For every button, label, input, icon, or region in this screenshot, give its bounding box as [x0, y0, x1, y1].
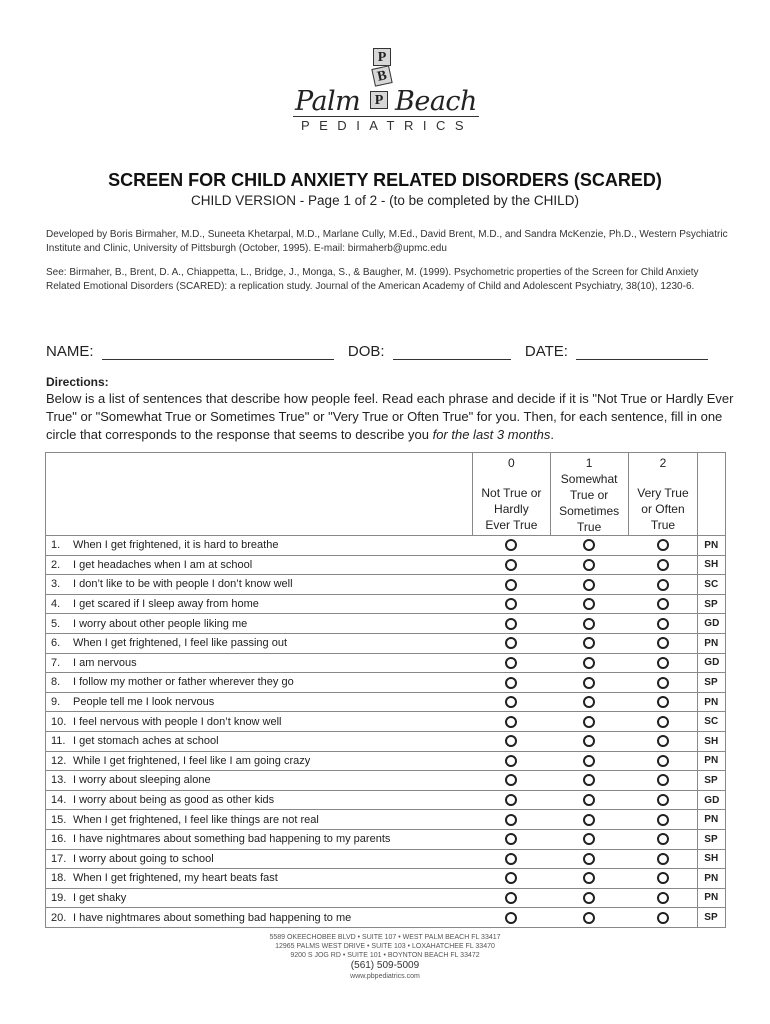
- column-label-line: or Often: [641, 502, 685, 516]
- question-row: [46, 849, 726, 869]
- response-circle-icon[interactable]: [583, 677, 595, 689]
- response-circle-icon[interactable]: [505, 637, 517, 649]
- response-cell-1: [550, 771, 628, 791]
- response-circle-icon[interactable]: [583, 539, 595, 551]
- scale-code: PN: [698, 536, 726, 556]
- response-cell-1: [550, 751, 628, 771]
- response-cell-1: [550, 810, 628, 830]
- question-number: 9.: [51, 696, 61, 709]
- scale-code: PN: [698, 888, 726, 908]
- response-cell-1: [550, 712, 628, 732]
- response-cell-0: [473, 810, 551, 830]
- response-circle-icon[interactable]: [657, 912, 669, 924]
- scale-code: PN: [698, 633, 726, 653]
- question-row: [46, 555, 726, 575]
- directions-end: .: [550, 427, 554, 442]
- question-text-cell: [46, 790, 473, 810]
- document-title: SCREEN FOR CHILD ANXIETY RELATED DISORDERS (SCARED): [108, 170, 662, 190]
- response-cell-1: [550, 869, 628, 889]
- response-circle-icon[interactable]: [657, 794, 669, 806]
- column-label-line: Hardly: [494, 502, 529, 516]
- response-cell-1: [550, 555, 628, 575]
- logo-word-right: Beach: [395, 86, 477, 117]
- question-number: 15.: [51, 813, 67, 826]
- question-text: While I get frightened, I feel like I am going crazy: [73, 754, 311, 767]
- question-text-cell: [46, 888, 473, 908]
- column-header-2: [628, 453, 698, 536]
- response-cell-2: [628, 751, 698, 771]
- question-row: [46, 869, 726, 889]
- question-number: 16.: [51, 833, 67, 846]
- response-circle-icon[interactable]: [505, 657, 517, 669]
- response-cell-0: [473, 829, 551, 849]
- response-cell-2: [628, 653, 698, 673]
- question-row: [46, 771, 726, 791]
- response-circle-icon[interactable]: [505, 814, 517, 826]
- response-cell-2: [628, 555, 698, 575]
- footer-website[interactable]: www.pbpediatrics.com: [350, 973, 420, 980]
- question-text: I get headaches when I am at school: [73, 558, 253, 571]
- question-text-cell: [46, 673, 473, 693]
- scale-code: PN: [698, 751, 726, 771]
- response-cell-1: [550, 908, 628, 928]
- question-text: When I get frightened, I feel like things are not real: [73, 813, 319, 826]
- response-cell-0: [473, 869, 551, 889]
- response-circle-icon[interactable]: [505, 539, 517, 551]
- response-cell-0: [473, 731, 551, 751]
- response-circle-icon[interactable]: [657, 598, 669, 610]
- column-label-line: Sometimes: [559, 504, 620, 518]
- question-text: I get scared if I sleep away from home: [73, 598, 259, 611]
- question-number: 17.: [51, 852, 67, 865]
- question-row: [46, 888, 726, 908]
- scale-code: GD: [698, 653, 726, 673]
- question-text-cell: [46, 849, 473, 869]
- question-text-cell: [46, 536, 473, 556]
- response-circle-icon[interactable]: [583, 872, 595, 884]
- column-label-line: True or: [570, 488, 609, 502]
- document-subtitle: CHILD VERSION - Page 1 of 2 - (to be completed by the CHILD): [191, 193, 579, 208]
- response-cell-2: [628, 790, 698, 810]
- response-circle-icon[interactable]: [583, 657, 595, 669]
- response-circle-icon[interactable]: [657, 559, 669, 571]
- scale-code: PN: [698, 692, 726, 712]
- question-text: I worry about going to school: [73, 852, 214, 865]
- response-circle-icon[interactable]: [583, 735, 595, 747]
- question-row: [46, 908, 726, 928]
- scale-code: SP: [698, 771, 726, 791]
- response-cell-1: [550, 849, 628, 869]
- response-cell-0: [473, 555, 551, 575]
- header-blank-cell: [46, 453, 473, 536]
- column-header-0: [473, 453, 551, 536]
- response-circle-icon[interactable]: [657, 716, 669, 728]
- question-text: I have nightmares about something bad happening to me: [73, 911, 352, 924]
- response-circle-icon[interactable]: [657, 677, 669, 689]
- question-number: 18.: [51, 872, 67, 885]
- question-text: I get stomach aches at school: [73, 735, 219, 748]
- response-circle-icon[interactable]: [505, 755, 517, 767]
- question-row: [46, 712, 726, 732]
- response-circle-icon[interactable]: [505, 618, 517, 630]
- question-text-cell: [46, 692, 473, 712]
- response-circle-icon[interactable]: [657, 872, 669, 884]
- question-text-cell: [46, 712, 473, 732]
- response-cell-1: [550, 653, 628, 673]
- question-number: 14.: [51, 794, 67, 807]
- practice-logo: [285, 44, 485, 136]
- question-text: When I get frightened, my heart beats fast: [73, 872, 278, 885]
- response-cell-1: [550, 888, 628, 908]
- response-cell-1: [550, 673, 628, 693]
- response-circle-icon[interactable]: [657, 755, 669, 767]
- identification-fields: [46, 343, 708, 360]
- directions-heading: Directions:: [46, 375, 109, 389]
- response-cell-0: [473, 712, 551, 732]
- response-cell-0: [473, 849, 551, 869]
- question-number: 1.: [51, 539, 61, 552]
- scale-code: SP: [698, 594, 726, 614]
- response-cell-1: [550, 692, 628, 712]
- question-number: 2.: [51, 558, 61, 571]
- response-circle-icon[interactable]: [583, 618, 595, 630]
- question-text-cell: [46, 731, 473, 751]
- question-row: [46, 653, 726, 673]
- response-cell-0: [473, 614, 551, 634]
- question-number: 13.: [51, 774, 67, 787]
- question-row: [46, 536, 726, 556]
- response-circle-icon[interactable]: [505, 912, 517, 924]
- response-circle-icon[interactable]: [583, 755, 595, 767]
- dob-label: DOB:: [347, 343, 385, 360]
- question-text: I worry about being as good as other kids: [73, 794, 275, 807]
- response-circle-icon[interactable]: [505, 872, 517, 884]
- response-circle-icon[interactable]: [657, 696, 669, 708]
- response-cell-2: [628, 849, 698, 869]
- response-circle-icon[interactable]: [583, 774, 595, 786]
- header-code-cell: [698, 453, 726, 536]
- footer-address-3: 9200 S JOG RD • SUITE 101 • BOYNTON BEACH FL 33472: [290, 952, 480, 959]
- footer-phone: (561) 509-5009: [350, 960, 420, 971]
- response-circle-icon[interactable]: [583, 853, 595, 865]
- footer-address-2: 12965 PALMS WEST DRIVE • SUITE 103 • LOXAHATCHEE FL 33470: [275, 943, 495, 950]
- response-cell-2: [628, 829, 698, 849]
- dob-field[interactable]: [393, 345, 511, 360]
- scale-code: PN: [698, 810, 726, 830]
- directions-text: [46, 390, 736, 444]
- question-row: [46, 790, 726, 810]
- response-cell-2: [628, 869, 698, 889]
- response-circle-icon[interactable]: [657, 814, 669, 826]
- response-cell-1: [550, 614, 628, 634]
- logo-letter-box: P: [373, 48, 391, 66]
- response-cell-0: [473, 692, 551, 712]
- column-label-line: True: [650, 518, 676, 532]
- directions-italic: for the last 3 months: [432, 427, 551, 442]
- response-cell-1: [550, 633, 628, 653]
- question-number: 8.: [51, 676, 61, 689]
- response-cell-2: [628, 575, 698, 595]
- response-cell-0: [473, 653, 551, 673]
- response-circle-icon[interactable]: [505, 892, 517, 904]
- response-cell-1: [550, 731, 628, 751]
- question-text-cell: [46, 633, 473, 653]
- question-text-cell: [46, 869, 473, 889]
- scale-code: GD: [698, 790, 726, 810]
- response-circle-icon[interactable]: [505, 794, 517, 806]
- response-cell-0: [473, 908, 551, 928]
- response-circle-icon[interactable]: [505, 598, 517, 610]
- response-circle-icon[interactable]: [505, 559, 517, 571]
- response-circle-icon[interactable]: [657, 833, 669, 845]
- logo-subtitle: PEDIATRICS: [300, 118, 474, 133]
- scale-code: SC: [698, 712, 726, 732]
- question-number: 3.: [51, 578, 61, 591]
- question-row: [46, 673, 726, 693]
- footer-address-1: 5589 OKEECHOBEE BLVD • SUITE 107 • WEST PALM BEACH FL 33417: [269, 934, 501, 941]
- logo-divider: [293, 116, 479, 117]
- question-text-cell: [46, 829, 473, 849]
- response-circle-icon[interactable]: [583, 912, 595, 924]
- response-cell-2: [628, 594, 698, 614]
- response-circle-icon[interactable]: [583, 637, 595, 649]
- question-text-cell: [46, 908, 473, 928]
- question-text-cell: [46, 653, 473, 673]
- question-row: [46, 633, 726, 653]
- response-circle-icon[interactable]: [657, 774, 669, 786]
- question-text: I feel nervous with people I don’t know well: [73, 715, 282, 728]
- logo-letter-box: P: [370, 91, 388, 109]
- question-text: I follow my mother or father wherever they go: [73, 676, 294, 689]
- response-circle-icon[interactable]: [583, 814, 595, 826]
- scale-code: GD: [698, 614, 726, 634]
- response-cell-2: [628, 673, 698, 693]
- response-cell-2: [628, 633, 698, 653]
- response-circle-icon[interactable]: [657, 637, 669, 649]
- response-circle-icon[interactable]: [583, 598, 595, 610]
- response-circle-icon[interactable]: [657, 539, 669, 551]
- question-row: [46, 594, 726, 614]
- column-label-line: Very True: [637, 486, 689, 500]
- response-cell-1: [550, 594, 628, 614]
- question-text-cell: [46, 555, 473, 575]
- response-cell-2: [628, 712, 698, 732]
- question-text-cell: [46, 771, 473, 791]
- developed-by-text: Developed by Boris Birmaher, M.D., Suneeta Khetarpal, M.D., Marlane Cully, M.Ed., David Brent, M.D., and Sandra McKenzie, Ph.D., Western Psychiatric Institute and Clinic, University of Pittsburgh (October, 1995). E-mail: birmaherb@upmc.edu: [46, 229, 728, 254]
- response-circle-icon[interactable]: [657, 618, 669, 630]
- logo-letter-box: B: [371, 65, 392, 86]
- question-number: 4.: [51, 598, 61, 611]
- question-row: [46, 614, 726, 634]
- directions-main: Below is a list of sentences that describe how people feel. Read each phrase and decide if it is "Not True or Hardly Ever True" or "Somewhat True or Sometimes True" or "Very True or Often True" for you. Then, for each sentence, fill in one circle that corresponds to the response that seems to describe you: [46, 391, 734, 442]
- column-score: 0: [508, 456, 515, 470]
- response-circle-icon[interactable]: [583, 579, 595, 591]
- column-score: 1: [585, 456, 593, 470]
- question-text: I get shaky: [73, 891, 127, 904]
- response-circle-icon[interactable]: [583, 696, 595, 708]
- response-circle-icon[interactable]: [657, 579, 669, 591]
- response-cell-1: [550, 790, 628, 810]
- response-cell-0: [473, 771, 551, 791]
- name-field[interactable]: [102, 345, 334, 360]
- scale-code: PN: [698, 869, 726, 889]
- response-cell-2: [628, 888, 698, 908]
- scale-code: SP: [698, 673, 726, 693]
- question-number: 11.: [51, 735, 66, 748]
- scale-code: SC: [698, 575, 726, 595]
- question-text-cell: [46, 751, 473, 771]
- question-text-cell: [46, 594, 473, 614]
- table-header-row: [46, 453, 726, 536]
- response-cell-0: [473, 888, 551, 908]
- question-row: [46, 575, 726, 595]
- scale-code: SP: [698, 908, 726, 928]
- column-score: 2: [659, 456, 667, 470]
- response-circle-icon[interactable]: [505, 735, 517, 747]
- question-number: 6.: [51, 637, 61, 650]
- date-field[interactable]: [576, 345, 708, 360]
- response-cell-0: [473, 673, 551, 693]
- question-number: 10.: [51, 715, 67, 728]
- question-number: 7.: [51, 656, 61, 669]
- question-text: I have nightmares about something bad happening to my parents: [73, 833, 391, 846]
- response-circle-icon[interactable]: [583, 892, 595, 904]
- response-cell-2: [628, 614, 698, 634]
- question-text-cell: [46, 614, 473, 634]
- response-circle-icon[interactable]: [505, 853, 517, 865]
- response-cell-2: [628, 810, 698, 830]
- response-circle-icon[interactable]: [583, 716, 595, 728]
- logo-word-left: Palm: [295, 86, 361, 117]
- question-row: [46, 731, 726, 751]
- response-cell-0: [473, 536, 551, 556]
- response-circle-icon[interactable]: [583, 794, 595, 806]
- question-number: 5.: [51, 617, 61, 630]
- column-label-line: Not True or: [481, 486, 542, 500]
- response-cell-1: [550, 829, 628, 849]
- response-cell-0: [473, 751, 551, 771]
- question-row: [46, 751, 726, 771]
- reference-text: See: Birmaher, B., Brent, D. A., Chiappetta, L., Bridge, J., Monga, S., & Baugher, M. (1999). Psychometric properties of the Screen for Child Anxiety Related Emotional Disorders (SCARED): a replication study. Journal of the American Academy of Child and Adolescent Psychiatry, 38(10), 1230-6.: [46, 267, 699, 292]
- question-row: [46, 829, 726, 849]
- response-circle-icon[interactable]: [505, 579, 517, 591]
- response-circle-icon[interactable]: [657, 892, 669, 904]
- response-cell-1: [550, 575, 628, 595]
- scale-code: SP: [698, 829, 726, 849]
- name-label: NAME:: [46, 343, 94, 360]
- response-cell-2: [628, 536, 698, 556]
- question-text: When I get frightened, it is hard to breathe: [73, 539, 279, 552]
- response-circle-icon[interactable]: [657, 735, 669, 747]
- question-number: 12.: [51, 754, 67, 767]
- question-number: 20.: [51, 911, 67, 924]
- scale-code: SH: [698, 555, 726, 575]
- response-cell-2: [628, 771, 698, 791]
- question-text: I am nervous: [73, 656, 137, 669]
- scale-code: SH: [698, 849, 726, 869]
- question-text: When I get frightened, I feel like passing out: [73, 637, 288, 650]
- question-text: I worry about sleeping alone: [73, 774, 211, 787]
- response-circle-icon[interactable]: [657, 657, 669, 669]
- column-label-line: Ever True: [485, 518, 538, 532]
- question-text-cell: [46, 810, 473, 830]
- response-circle-icon[interactable]: [505, 716, 517, 728]
- response-circle-icon[interactable]: [657, 853, 669, 865]
- question-row: [46, 810, 726, 830]
- response-cell-0: [473, 575, 551, 595]
- footer: [0, 933, 770, 981]
- question-number: 19.: [51, 891, 67, 904]
- response-circle-icon[interactable]: [583, 833, 595, 845]
- question-row: [46, 692, 726, 712]
- question-text: I worry about other people liking me: [73, 617, 248, 630]
- question-text: I don’t like to be with people I don’t know well: [73, 578, 293, 591]
- response-cell-0: [473, 790, 551, 810]
- response-circle-icon[interactable]: [583, 559, 595, 571]
- response-cell-0: [473, 594, 551, 614]
- response-cell-2: [628, 908, 698, 928]
- date-label: DATE:: [524, 343, 568, 360]
- response-circle-icon[interactable]: [505, 833, 517, 845]
- column-header-1: [550, 453, 628, 536]
- response-cell-1: [550, 536, 628, 556]
- column-label-line: Somewhat: [560, 472, 618, 486]
- questionnaire-table: [45, 452, 726, 928]
- response-cell-2: [628, 692, 698, 712]
- scale-code: SH: [698, 731, 726, 751]
- response-cell-2: [628, 731, 698, 751]
- question-text-cell: [46, 575, 473, 595]
- response-circle-icon[interactable]: [505, 696, 517, 708]
- question-text: People tell me I look nervous: [73, 696, 215, 709]
- response-circle-icon[interactable]: [505, 677, 517, 689]
- response-circle-icon[interactable]: [505, 774, 517, 786]
- response-cell-0: [473, 633, 551, 653]
- column-label-line: True: [577, 520, 602, 534]
